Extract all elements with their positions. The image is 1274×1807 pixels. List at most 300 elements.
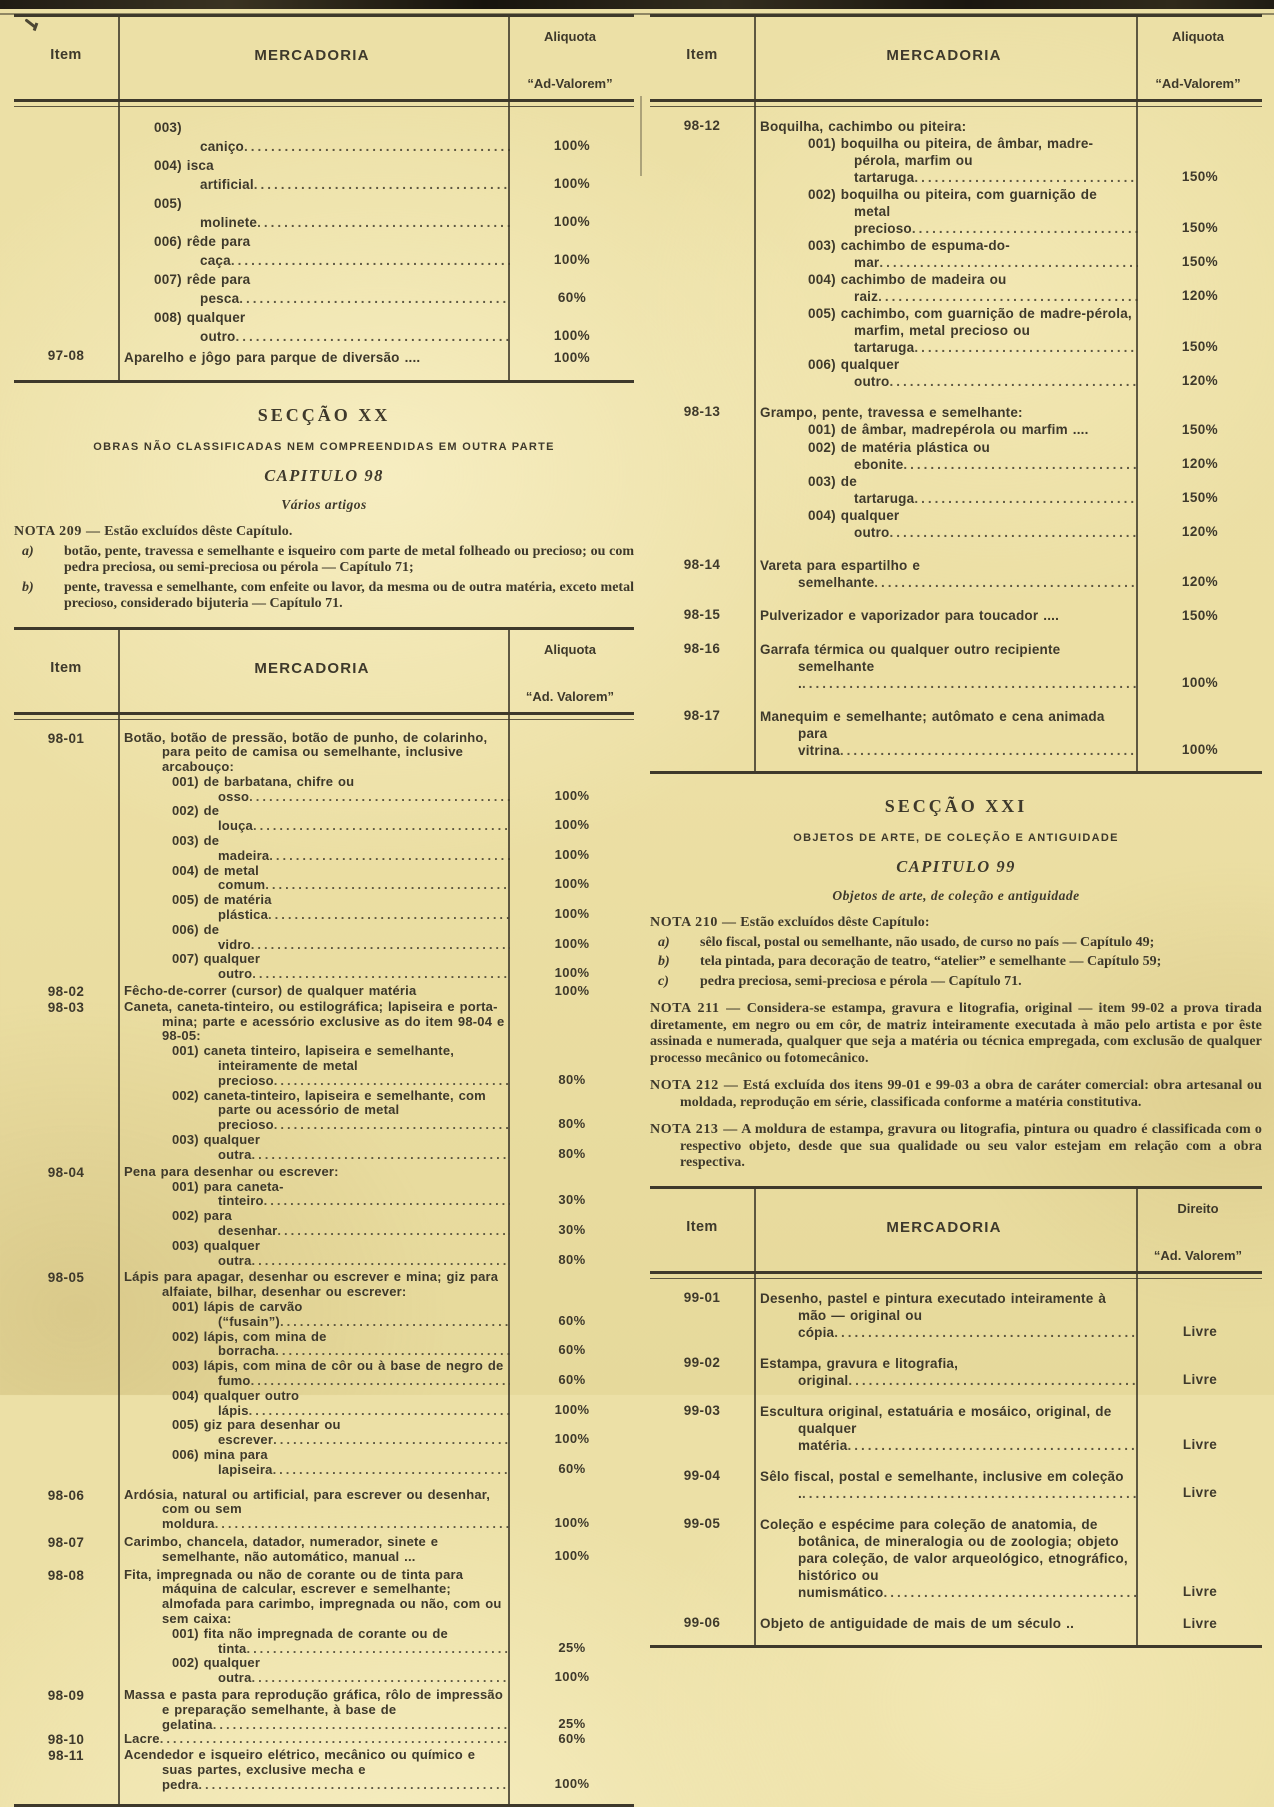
row-description: 003) de tartaruga .....: [754, 473, 1138, 507]
description-cell: [118, 1165, 510, 1180]
description-cell: [118, 731, 510, 775]
table-row: [650, 135, 1262, 186]
description-cell: [754, 641, 1138, 692]
item-code: 99-03: [650, 1403, 754, 1454]
row-description: 001) de âmbar, madrepérola ou marfim ....: [754, 421, 1138, 438]
row-value: 120%: [1138, 271, 1262, 305]
header-divider: [14, 99, 634, 107]
table-row: [14, 156, 634, 194]
item-code: 99-06: [650, 1615, 754, 1633]
description-cell: [118, 1418, 510, 1448]
table-row: [650, 271, 1262, 305]
table-row: [14, 1239, 634, 1269]
chapter-subtitle: Objetos de arte, de coleção e antiguidade: [650, 888, 1262, 904]
row-value: 100%: [510, 984, 634, 1000]
row-value: 100%: [510, 308, 634, 346]
row-description: 004) qualquer outro .....: [754, 507, 1138, 541]
row-value: 100%: [510, 834, 634, 864]
row-value: 60%: [510, 270, 634, 308]
table-row: [14, 1270, 634, 1300]
row-description: Pulverizador e vaporizador para toucador ....: [754, 607, 1138, 624]
row-value: 80%: [510, 1089, 634, 1133]
item-code: [14, 1133, 118, 1163]
description-cell: [754, 271, 1138, 305]
table-row: [14, 1165, 634, 1180]
table-header-rate: [1134, 17, 1262, 99]
row-value: 100%: [510, 775, 634, 805]
row-description: 002) boquilha ou piteira, com guarnição de metal precioso .....: [754, 186, 1138, 237]
row-description: 006) qualquer outro .....: [754, 356, 1138, 390]
left-column: [14, 14, 634, 1807]
row-value: 120%: [1138, 356, 1262, 390]
table-header-mercadoria: MERCADORIA: [118, 630, 506, 712]
row-description: Botão, botão de pressão, botão de punho, de colarinho, para peito de camisa ou semelhante, inclusive arcabouço:: [118, 731, 510, 775]
item-code: 98-16: [650, 641, 754, 692]
row-value: Livre: [1138, 1355, 1262, 1389]
table-row: [650, 1355, 1262, 1389]
section-heading: [14, 405, 634, 513]
row-value: 80%: [510, 1239, 634, 1269]
table-row: [14, 1000, 634, 1044]
item-code: [14, 1044, 118, 1088]
table-header-rate: [1134, 1189, 1262, 1271]
header-divider: [650, 1271, 1262, 1279]
table-header-mercadoria: MERCADORIA: [754, 17, 1134, 99]
row-value: 150%: [1138, 607, 1262, 625]
description-cell: [754, 1355, 1138, 1389]
table-row: [14, 232, 634, 270]
row-description: 001) boquilha ou piteira, de âmbar, madre-pérola, marfim ou tartaruga .....: [754, 135, 1138, 186]
rate-label-top: Aliquota: [508, 642, 632, 657]
section-subtitle: OBRAS NÃO CLASSIFICADAS NEM COMPREENDIDAS EM OUTRA PARTE: [14, 441, 634, 453]
rate-column-rule: [508, 630, 510, 1805]
description-cell: [118, 1270, 510, 1300]
table-row: [650, 607, 1262, 625]
table-body: [14, 720, 634, 1805]
item-code: [14, 194, 118, 232]
note-paragraph: [650, 915, 1262, 932]
row-value: 100%: [510, 923, 634, 953]
item-code: [14, 118, 118, 156]
item-code: [14, 1209, 118, 1239]
description-cell: [118, 308, 510, 346]
item-code: [650, 271, 754, 305]
lettered-text: pedra preciosa, semi-preciosa e pérola — Capítulo 71.: [700, 974, 1262, 991]
rate-column-rule: [1136, 17, 1138, 771]
row-value: 150%: [1138, 421, 1262, 439]
row-value: 100%: [510, 1389, 634, 1419]
table-header: [14, 17, 634, 99]
row-value: 100%: [510, 1488, 634, 1532]
table-body: [14, 107, 634, 380]
row-description: 004) isca artificial .....: [118, 156, 510, 194]
description-cell: [118, 804, 510, 834]
row-value: 100%: [510, 194, 634, 232]
description-cell: [754, 1615, 1138, 1633]
table-row: [650, 507, 1262, 541]
item-code: 97-08: [14, 348, 118, 368]
note-label: NOTA 210 —: [650, 915, 737, 930]
row-value: 60%: [510, 1330, 634, 1360]
table-row: [650, 708, 1262, 759]
chapter-subtitle: Vários artigos: [14, 497, 634, 513]
row-description: 006) rêde para caça .....: [118, 232, 510, 270]
note-text: Estão excluídos dêste Capítulo:: [740, 915, 929, 930]
row-value: 100%: [510, 952, 634, 982]
row-value: 100%: [510, 118, 634, 156]
table-row: [14, 804, 634, 834]
row-value: 25%: [510, 1688, 634, 1732]
item-code: [14, 232, 118, 270]
row-description: 003) qualquer outra .....: [118, 1239, 510, 1269]
row-value: 100%: [510, 864, 634, 894]
row-value: 100%: [510, 1418, 634, 1448]
row-description: 002) para desenhar .....: [118, 1209, 510, 1239]
description-cell: [118, 1330, 510, 1360]
item-code: 99-01: [650, 1290, 754, 1341]
item-code: [650, 439, 754, 473]
item-code: [650, 421, 754, 439]
lettered-item: [650, 935, 1262, 952]
row-value: 100%: [1138, 641, 1262, 692]
table-row: [650, 1468, 1262, 1502]
row-description: Garrafa térmica ou qualquer outro recipiente semelhante . .....: [754, 641, 1138, 692]
row-description: Acendedor e isqueiro elétrico, mecânico ou químico e suas partes, exclusive mecha e pedra .....: [118, 1748, 510, 1792]
row-description: 001) lápis de carvão (“fusain”) .....: [118, 1300, 510, 1330]
lettered-item: [14, 580, 634, 613]
note-text: Está excluída dos itens 99-01 e 99-03 a obra de caráter comercial: obra artesanal ou moldada, reprodução em série, classificada conforme a matéria constitutiva.: [680, 1078, 1262, 1110]
row-description: Fita, impregnada ou não de corante ou de tinta para máquina de calcular, escrever e semelhante; almofada para carimbo, impregnada ou não, com ou sem caixa:: [118, 1568, 510, 1627]
row-value: 150%: [1138, 237, 1262, 271]
section-heading: [650, 796, 1262, 904]
table-header-item: Item: [650, 17, 754, 99]
table-header-rate: [506, 17, 634, 99]
item-code: [14, 775, 118, 805]
description-cell: [118, 118, 510, 156]
row-description: 004) qualquer outro lápis .....: [118, 1389, 510, 1419]
table-header: [650, 1189, 1262, 1271]
item-code: [14, 804, 118, 834]
description-cell: [118, 1239, 510, 1269]
item-code: [650, 473, 754, 507]
table-row: [650, 473, 1262, 507]
row-value: 100%: [510, 232, 634, 270]
description-cell: [118, 1389, 510, 1419]
table-row: [650, 557, 1262, 591]
row-description: Boquilha, cachimbo ou piteira:: [754, 118, 1138, 135]
description-cell: [118, 1044, 510, 1088]
row-value: [510, 731, 634, 775]
table-row: [650, 305, 1262, 356]
description-cell: [754, 557, 1138, 591]
description-cell: [118, 1209, 510, 1239]
description-cell: [754, 118, 1138, 135]
table-row: [14, 923, 634, 953]
description-cell: [118, 893, 510, 923]
row-description: 001) fita não impregnada de corante ou de tinta .....: [118, 1627, 510, 1657]
table-body: [650, 1279, 1262, 1645]
row-value: Livre: [1138, 1403, 1262, 1454]
item-code: 98-09: [14, 1688, 118, 1732]
header-divider: [14, 712, 634, 720]
item-code: 99-04: [650, 1468, 754, 1502]
row-value: 100%: [510, 804, 634, 834]
description-cell: [118, 1448, 510, 1478]
item-code: [14, 1389, 118, 1419]
row-value: 120%: [1138, 507, 1262, 541]
item-code: 98-02: [14, 984, 118, 1000]
row-description: 001) para caneta-tinteiro .....: [118, 1180, 510, 1210]
item-code: 99-05: [650, 1516, 754, 1601]
table-row: [650, 118, 1262, 135]
rate-label-bottom: “Ad. Valorem”: [1136, 1248, 1260, 1263]
row-value: [1138, 118, 1262, 135]
rate-label-top: Aliquota: [1136, 29, 1260, 44]
description-cell: [118, 1133, 510, 1163]
table-row: [14, 731, 634, 775]
lettered-text: pente, travessa e semelhante, com enfeite ou lavor, da mesma ou de outra matéria, exceto metal precioso, considerado bijuteria — Capítulo 71.: [64, 580, 634, 613]
description-cell: [754, 421, 1138, 439]
table-row: [14, 864, 634, 894]
row-description: Sêlo fiscal, postal e semelhante, inclusive em coleção . .....: [754, 1468, 1138, 1502]
row-description: Aparelho e jôgo para parque de diversão ....: [118, 348, 510, 367]
row-value: [510, 1270, 634, 1300]
row-description: Vareta para espartilho e semelhante .....: [754, 557, 1138, 591]
row-description: Grampo, pente, travessa e semelhante:: [754, 404, 1138, 421]
row-description: Pena para desenhar ou escrever:: [118, 1165, 510, 1180]
description-cell: [754, 1403, 1138, 1454]
table-row: [14, 348, 634, 368]
table-row: [14, 1089, 634, 1133]
row-value: 100%: [510, 1656, 634, 1686]
row-description: 007) qualquer outro .....: [118, 952, 510, 982]
description-cell: [118, 194, 510, 232]
row-value: 60%: [510, 1448, 634, 1478]
description-cell: [754, 473, 1138, 507]
item-code: [14, 1418, 118, 1448]
item-code: [650, 135, 754, 186]
row-value: 120%: [1138, 439, 1262, 473]
table-row: [14, 1044, 634, 1088]
table-row: [14, 1656, 634, 1686]
description-cell: [754, 1468, 1138, 1502]
column-gutter-rule: [640, 96, 642, 176]
row-description: 004) cachimbo de madeira ou raiz .....: [754, 271, 1138, 305]
description-cell: [118, 864, 510, 894]
description-cell: [118, 348, 510, 368]
table-row: [650, 421, 1262, 439]
table-header: [650, 17, 1262, 99]
table-row: [14, 1535, 634, 1565]
item-column-rule: [118, 17, 120, 380]
table-header-rate: [506, 630, 634, 712]
row-value: 100%: [510, 156, 634, 194]
item-code: 98-03: [14, 1000, 118, 1044]
letter-label: a): [650, 935, 700, 952]
letter-label: a): [14, 544, 64, 577]
row-description: 005) cachimbo, com guarnição de madre-pérola, marfim, metal precioso ou tartaruga .....: [754, 305, 1138, 356]
row-value: Livre: [1138, 1516, 1262, 1601]
table-row: [14, 194, 634, 232]
row-description: Fêcho-de-correr (cursor) de qualquer matéria: [118, 984, 510, 999]
item-code: [14, 923, 118, 953]
item-code: [14, 270, 118, 308]
description-cell: [118, 775, 510, 805]
item-code: 98-17: [650, 708, 754, 759]
description-cell: [754, 186, 1138, 237]
item-code: [650, 237, 754, 271]
table-header: [14, 630, 634, 712]
row-value: [1138, 404, 1262, 421]
row-value: 100%: [510, 1748, 634, 1792]
right-column: [650, 14, 1262, 1648]
rate-label-bottom: “Ad-Valorem”: [1136, 76, 1260, 91]
row-description: 002) qualquer outra .....: [118, 1656, 510, 1686]
table-row: [650, 439, 1262, 473]
table-row: [650, 404, 1262, 421]
description-cell: [118, 1535, 510, 1565]
row-description: Caneta, caneta-tinteiro, ou estilográfica; lapiseira e porta-mina; parte e acessório exclusive as do item 98-04 e 98-05:: [118, 1000, 510, 1044]
table-row: [650, 186, 1262, 237]
section-title: SECÇÃO XX: [14, 405, 634, 426]
lettered-text: sêlo fiscal, postal ou semelhante, não usado, de curso no país — Capítulo 49;: [700, 935, 1262, 952]
item-code: [14, 1359, 118, 1389]
row-value: 30%: [510, 1209, 634, 1239]
table-header-item: Item: [650, 1189, 754, 1271]
row-description: 003) caniço .....: [118, 118, 510, 156]
rate-label-top: Aliquota: [508, 29, 632, 44]
row-description: 002) caneta-tinteiro, lapiseira e semelhante, com parte ou acessório de metal precioso .....: [118, 1089, 510, 1133]
description-cell: [118, 1359, 510, 1389]
row-description: Objeto de antiguidade de mais de um século ..: [754, 1615, 1138, 1632]
note-paragraph: [14, 524, 634, 541]
item-code: [14, 834, 118, 864]
section-title: SECÇÃO XXI: [650, 796, 1262, 817]
table-row: [14, 1330, 634, 1360]
row-value: [510, 1165, 634, 1180]
description-cell: [118, 1732, 510, 1748]
row-description: 006) de vidro .....: [118, 923, 510, 953]
table-row: [14, 1418, 634, 1448]
item-code: 98-14: [650, 557, 754, 591]
chapter-title: CAPITULO 98: [14, 466, 634, 486]
item-code: [650, 186, 754, 237]
rate-label-bottom: “Ad-Valorem”: [508, 76, 632, 91]
description-cell: [754, 708, 1138, 759]
row-description: 003) de madeira .....: [118, 834, 510, 864]
table-row: [650, 1615, 1262, 1633]
row-value: 60%: [510, 1300, 634, 1330]
description-cell: [118, 834, 510, 864]
description-cell: [118, 1300, 510, 1330]
tariff-table: [14, 14, 634, 383]
table-row: [14, 270, 634, 308]
row-description: 007) rêde para pesca .....: [118, 270, 510, 308]
item-code: [14, 156, 118, 194]
row-value: 80%: [510, 1044, 634, 1088]
description-cell: [118, 1627, 510, 1657]
description-cell: [118, 1748, 510, 1792]
description-cell: [118, 952, 510, 982]
note-text: Estão excluídos dêste Capítulo.: [104, 524, 292, 539]
table-row: [14, 952, 634, 982]
row-value: 60%: [510, 1732, 634, 1748]
item-code: 98-11: [14, 1748, 118, 1792]
row-description: Carimbo, chancela, datador, numerador, sinete e semelhante, não automático, manual ...: [118, 1535, 510, 1565]
table-header-mercadoria: MERCADORIA: [118, 17, 506, 99]
table-body: [650, 107, 1262, 771]
lettered-item: [650, 974, 1262, 991]
note-paragraph: [650, 1122, 1262, 1172]
table-row: [14, 1568, 634, 1627]
description-cell: [754, 507, 1138, 541]
row-value: 150%: [1138, 305, 1262, 356]
tariff-table: [14, 627, 634, 1807]
row-value: 80%: [510, 1133, 634, 1163]
section-subtitle: OBJETOS DE ARTE, DE COLEÇÃO E ANTIGUIDADE: [650, 832, 1262, 844]
table-row: [14, 118, 634, 156]
description-cell: [754, 404, 1138, 421]
table-row: [14, 893, 634, 923]
table-row: [14, 1180, 634, 1210]
item-code: [14, 308, 118, 346]
scan-edge-bar: [0, 0, 1274, 9]
table-row: [14, 1209, 634, 1239]
table-row: [650, 1290, 1262, 1341]
item-code: 98-05: [14, 1270, 118, 1300]
item-code: 98-15: [650, 607, 754, 625]
table-row: [14, 1688, 634, 1732]
letter-label: c): [650, 974, 700, 991]
row-value: Livre: [1138, 1468, 1262, 1502]
table-row: [650, 1516, 1262, 1601]
item-code: [650, 305, 754, 356]
row-value: 120%: [1138, 557, 1262, 591]
row-value: 150%: [1138, 135, 1262, 186]
description-cell: [754, 305, 1138, 356]
row-value: Livre: [1138, 1615, 1262, 1633]
description-cell: [754, 439, 1138, 473]
item-code: 98-04: [14, 1165, 118, 1180]
table-row: [14, 1732, 634, 1748]
description-cell: [754, 356, 1138, 390]
row-description: Desenho, pastel e pintura executado inteiramente à mão — original ou cópia .....: [754, 1290, 1138, 1341]
row-description: Massa e pasta para reprodução gráfica, rôlo de impressão e preparação semelhante, à base de gelatina .....: [118, 1688, 510, 1732]
row-description: Lacre .....: [118, 1732, 510, 1747]
row-description: Estampa, gravura e litografia, original .....: [754, 1355, 1138, 1389]
description-cell: [118, 1656, 510, 1686]
item-column-rule: [118, 630, 120, 1805]
header-divider: [650, 99, 1262, 107]
note-label: NOTA 213 —: [650, 1122, 738, 1137]
description-cell: [754, 607, 1138, 625]
table-row: [14, 775, 634, 805]
row-description: 003) cachimbo de espuma-do-mar .....: [754, 237, 1138, 271]
note-label: NOTA 212 —: [650, 1078, 738, 1093]
row-description: Escultura original, estatuária e mosáico, original, de qualquer matéria .....: [754, 1403, 1138, 1454]
item-column-rule: [754, 17, 756, 771]
rate-column-rule: [508, 17, 510, 380]
description-cell: [754, 1290, 1138, 1341]
row-value: 100%: [1138, 708, 1262, 759]
description-cell: [754, 237, 1138, 271]
row-value: Livre: [1138, 1290, 1262, 1341]
item-code: [14, 864, 118, 894]
row-description: Manequim e semelhante; autômato e cena animada para vitrina .....: [754, 708, 1138, 759]
rate-label-top: Direito: [1136, 1201, 1260, 1216]
table-row: [14, 1488, 634, 1532]
item-code: [14, 1180, 118, 1210]
